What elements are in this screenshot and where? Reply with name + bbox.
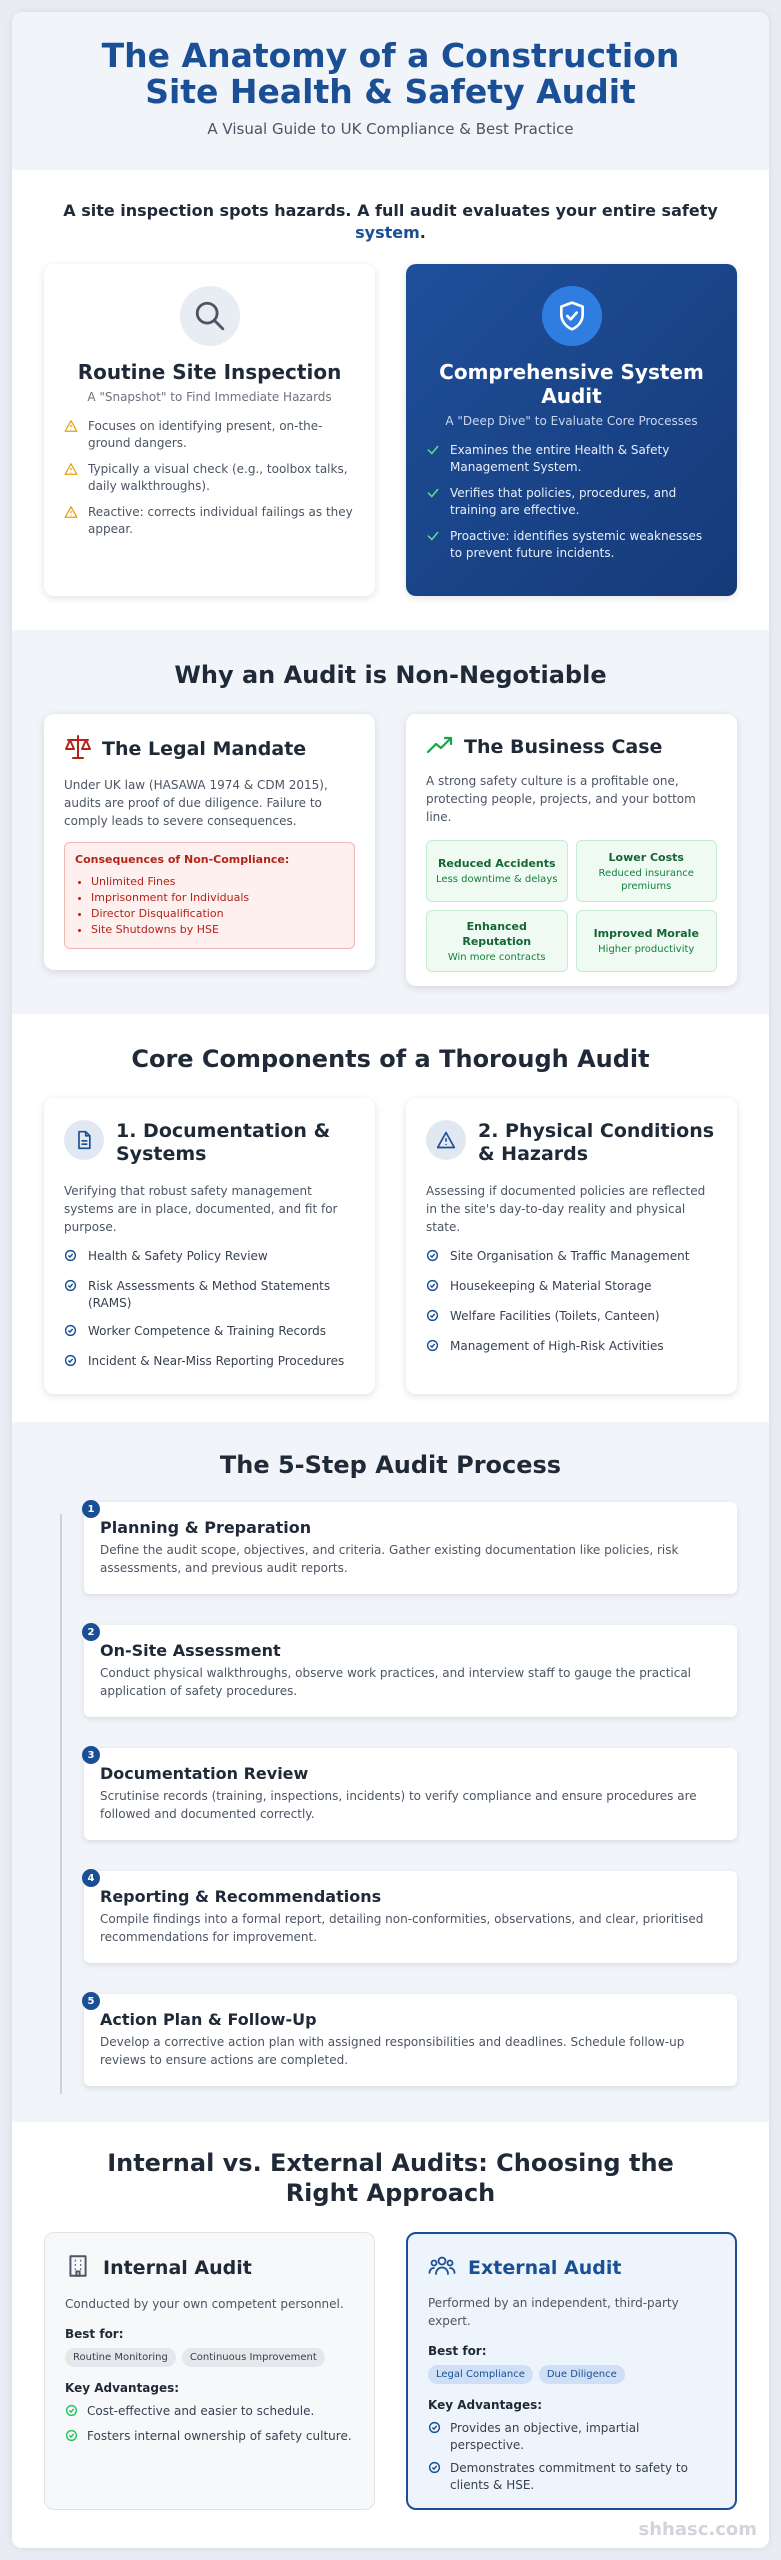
best-for-pill: Routine Monitoring xyxy=(65,2348,176,2367)
warning-triangle-icon xyxy=(426,1120,466,1160)
internal-external-section xyxy=(12,2122,769,2548)
audit-tagline: A "Deep Dive" to Evaluate Core Processes xyxy=(445,414,698,428)
trend-up-icon xyxy=(426,734,454,760)
step-number: 5 xyxy=(82,1992,100,2010)
external-text: Performed by an independent, third-party expert. xyxy=(428,2296,679,2328)
why-audit-section xyxy=(12,630,769,1014)
consequences-title: Consequences of Non-Compliance: xyxy=(75,853,290,866)
step-text: Scrutinise records (training, inspections, incidents) to verify compliance and ensure procedures are followed and documented correctly. xyxy=(100,1789,697,1821)
benefit-box: Enhanced Reputation Win more contracts xyxy=(426,910,568,972)
list-item: Welfare Facilities (Toilets, Canteen) xyxy=(426,1308,717,1327)
list-item: Incident & Near-Miss Reporting Procedures xyxy=(64,1353,355,1372)
list-item: Health & Safety Policy Review xyxy=(64,1248,355,1267)
process-step xyxy=(84,1871,737,1963)
check-circle-icon xyxy=(428,2461,442,2479)
step-number: 3 xyxy=(82,1746,100,1764)
benefit-box: Reduced Accidents Less downtime & delays xyxy=(426,840,568,902)
inspection-card xyxy=(44,264,375,596)
list-item: Risk Assessments & Method Statements (RAMS) xyxy=(64,1278,355,1312)
best-for-pill: Legal Compliance xyxy=(428,2365,533,2384)
list-item: Reactive: corrects individual failings as they appear. xyxy=(64,504,355,538)
step-title: Planning & Preparation xyxy=(100,1518,312,1537)
external-audit-card xyxy=(406,2232,737,2510)
step-text: Conduct physical walkthroughs, observe work practices, and interview staff to gauge the practical application of safety procedures. xyxy=(100,1666,692,1698)
legal-mandate-card xyxy=(44,714,375,970)
document-icon xyxy=(64,1120,104,1160)
check-icon xyxy=(426,529,442,548)
process-step xyxy=(84,1502,737,1594)
step-text: Compile findings into a formal report, detailing non-conformities, observations, and clear, prioritised recommendations for improvement. xyxy=(100,1912,704,1944)
business-case-card xyxy=(406,714,737,986)
list-item: Worker Competence & Training Records xyxy=(64,1323,355,1342)
why-heading: Why an Audit is Non-Negotiable xyxy=(174,661,607,689)
physical-card xyxy=(406,1098,737,1394)
step-title: Documentation Review xyxy=(100,1764,309,1783)
internal-text: Conducted by your own competent personnel. xyxy=(65,2297,344,2311)
inspection-tagline: A "Snapshot" to Find Immediate Hazards xyxy=(87,390,332,404)
best-for-pill: Continuous Improvement xyxy=(182,2348,325,2367)
benefit-box: Improved Morale Higher productivity xyxy=(576,910,718,972)
warning-icon xyxy=(64,419,80,438)
infographic xyxy=(12,12,769,2548)
best-for-pill: Due Diligence xyxy=(539,2365,625,2384)
check-circle-icon xyxy=(64,1279,78,1297)
physical-title: 2. Physical Conditions & Hazards xyxy=(478,1120,715,1165)
list-item: Focuses on identifying present, on-the-ground dangers. xyxy=(64,418,355,452)
internal-audit-card xyxy=(44,2232,375,2510)
external-title: External Audit xyxy=(468,2257,622,2279)
core-components-section xyxy=(12,1014,769,1422)
check-circle-icon xyxy=(428,2421,442,2439)
step-title: Action Plan & Follow-Up xyxy=(100,2010,317,2029)
documentation-text: Verifying that robust safety management systems are in place, documented, and fit for purpose. xyxy=(64,1184,338,1234)
timeline-line xyxy=(60,1514,62,2094)
list-item: Demonstrates commitment to safety to clients & HSE. xyxy=(428,2460,715,2494)
list-item: Housekeeping & Material Storage xyxy=(426,1278,717,1297)
comparison-heading: Internal vs. External Audits: Choosing the Right Approach xyxy=(107,2149,674,2207)
check-circle-icon xyxy=(426,1339,440,1357)
audit-process-section xyxy=(12,1422,769,2122)
inspection-vs-audit-section xyxy=(12,170,769,630)
list-item: • Unlimited Fines xyxy=(91,874,344,890)
process-step xyxy=(84,1625,737,1717)
internal-title: Internal Audit xyxy=(103,2257,252,2279)
list-item: Provides an objective, impartial perspective. xyxy=(428,2420,715,2454)
intro-lead: A site inspection spots hazards. A full audit evaluates your entire safety system. xyxy=(63,201,718,242)
best-for-label: Best for: xyxy=(428,2344,487,2358)
check-circle-icon xyxy=(426,1309,440,1327)
consequences-box xyxy=(64,842,355,949)
step-text: Develop a corrective action plan with assigned responsibilities and deadlines. Schedule follow-up reviews to ensure actions are completed. xyxy=(100,2035,685,2067)
step-number: 4 xyxy=(82,1869,100,1887)
page-title: The Anatomy of a Construction Site Health & Safety Audit xyxy=(101,36,680,111)
step-title: On-Site Assessment xyxy=(100,1641,281,1660)
best-for-label: Best for: xyxy=(65,2327,124,2341)
warning-icon xyxy=(64,462,80,481)
audit-title: Comprehensive System Audit xyxy=(439,360,704,408)
check-circle-icon xyxy=(65,2429,79,2447)
advantages-label: Key Advantages: xyxy=(428,2398,543,2412)
warning-icon xyxy=(64,505,80,524)
process-heading: The 5-Step Audit Process xyxy=(219,1451,562,1479)
benefit-box: Lower Costs Reduced insurance premiums xyxy=(576,840,718,902)
documentation-card xyxy=(44,1098,375,1394)
step-text: Define the audit scope, objectives, and criteria. Gather existing documentation like policies, risk assessments, and previous audit reports. xyxy=(100,1543,679,1575)
shield-check-icon xyxy=(542,286,602,346)
audit-card xyxy=(406,264,737,596)
check-circle-icon xyxy=(426,1249,440,1267)
business-title: The Business Case xyxy=(464,736,663,758)
inspection-title: Routine Site Inspection xyxy=(77,360,342,384)
step-title: Reporting & Recommendations xyxy=(100,1887,382,1906)
physical-text: Assessing if documented policies are reflected in the site's day-to-day reality and physical state. xyxy=(426,1184,706,1234)
scales-icon xyxy=(64,734,92,764)
advantages-label: Key Advantages: xyxy=(65,2381,180,2395)
list-item: • Director Disqualification xyxy=(91,906,344,922)
watermark: shhasc.com xyxy=(638,2519,757,2540)
magnifier-icon xyxy=(180,286,240,346)
page-subtitle: A Visual Guide to UK Compliance & Best Practice xyxy=(207,120,574,138)
documentation-title: 1. Documentation & Systems xyxy=(116,1120,331,1165)
list-item: Examines the entire Health & Safety Management System. xyxy=(426,442,717,476)
check-circle-icon xyxy=(64,1249,78,1267)
list-item: Proactive: identifies systemic weaknesses to prevent future incidents. xyxy=(426,528,717,562)
business-text: A strong safety culture is a profitable one, protecting people, projects, and your bottom line. xyxy=(426,774,696,824)
step-number: 1 xyxy=(82,1500,100,1518)
building-icon xyxy=(65,2253,91,2283)
legal-title: The Legal Mandate xyxy=(102,738,307,760)
legal-text: Under UK law (HASAWA 1974 & CDM 2015), audits are proof of due diligence. Failure to comply leads to severe consequences. xyxy=(64,778,328,828)
people-group-icon xyxy=(428,2254,456,2282)
check-circle-icon xyxy=(426,1279,440,1297)
list-item: • Imprisonment for Individuals xyxy=(91,890,344,906)
check-icon xyxy=(426,443,442,462)
list-item: Fosters internal ownership of safety culture. xyxy=(65,2428,354,2447)
check-circle-icon xyxy=(64,1324,78,1342)
header-section xyxy=(12,12,769,170)
check-circle-icon xyxy=(65,2404,79,2422)
step-number: 2 xyxy=(82,1623,100,1641)
list-item: Site Organisation & Traffic Management xyxy=(426,1248,717,1267)
check-icon xyxy=(426,486,442,505)
intro-highlight: system xyxy=(355,223,420,242)
process-step xyxy=(84,1748,737,1840)
list-item: • Site Shutdowns by HSE xyxy=(91,922,344,938)
list-item: Cost-effective and easier to schedule. xyxy=(65,2403,354,2422)
check-circle-icon xyxy=(64,1354,78,1372)
list-item: Typically a visual check (e.g., toolbox talks, daily walkthroughs). xyxy=(64,461,355,495)
process-step xyxy=(84,1994,737,2086)
list-item: Management of High-Risk Activities xyxy=(426,1338,717,1357)
list-item: Verifies that policies, procedures, and training are effective. xyxy=(426,485,717,519)
core-heading: Core Components of a Thorough Audit xyxy=(131,1045,650,1073)
